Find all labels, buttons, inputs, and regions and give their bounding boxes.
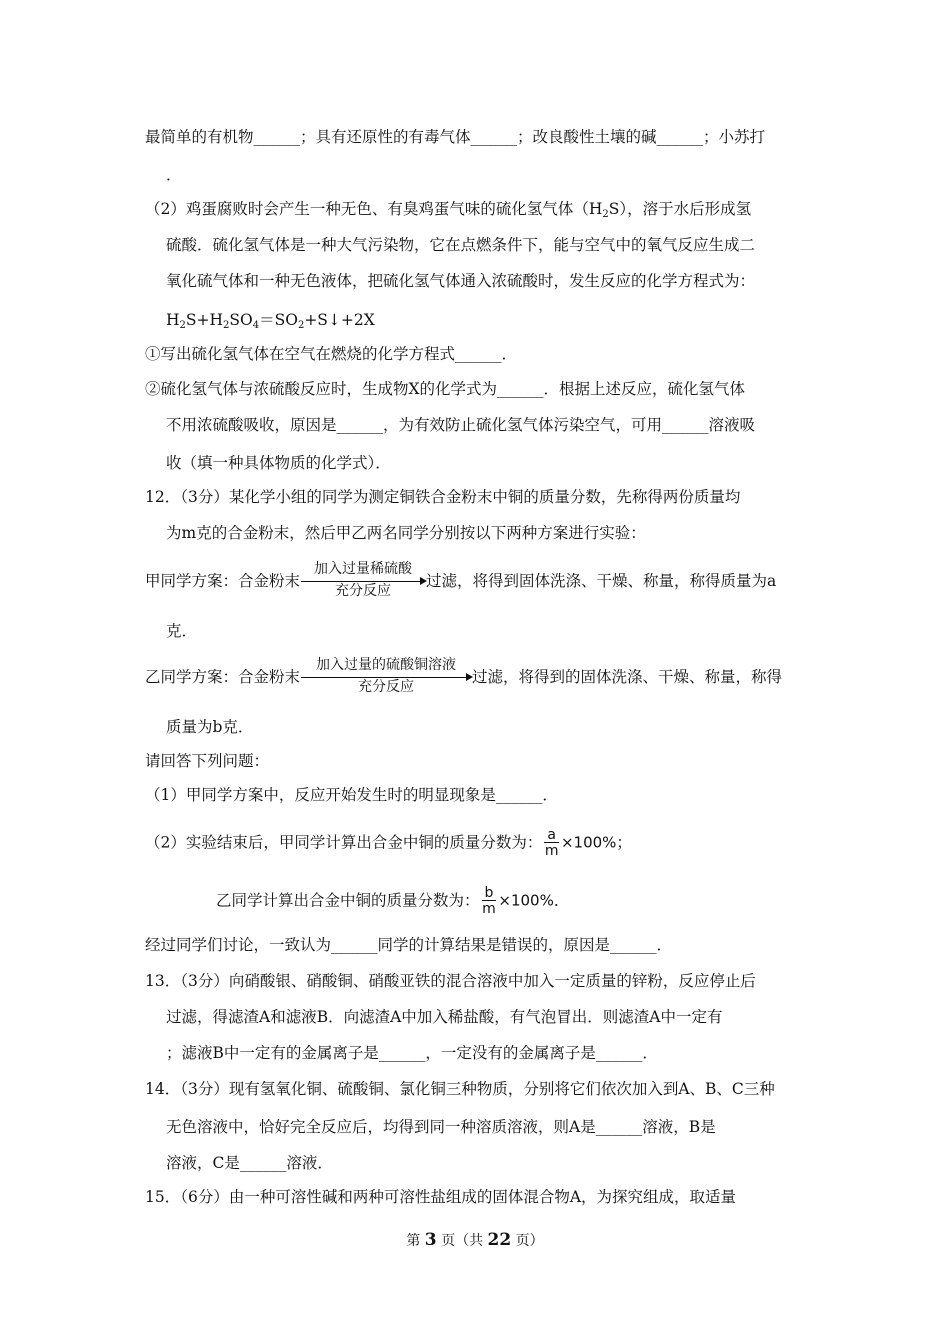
text: ． (553, 891, 570, 910)
item-2-line-2: 不用浓硫酸吸收，原因是______，为有效防止硫化氢气体污染空气，可用______溶液吸 (166, 416, 756, 434)
para-2-line-3: 氧化硫气体和一种无色液体，把硫化氢气体通入浓硫酸时，发生反应的化学方程式为： (166, 272, 756, 290)
question-12-line-2: 为m克的合金粉末，然后甲乙两名同学分别按以下两种方案进行实验： (166, 524, 646, 542)
question-15-line-1: 15．（6分）由一种可溶性碱和两种可溶性盐组成的固体混合物A，为探究组成，取适量 (145, 1188, 737, 1206)
prompt-answer: 请回答下列问题： (145, 752, 270, 770)
para-2-line-1 (145, 198, 751, 220)
line-period: ． (166, 166, 182, 184)
text: （2）鸡蛋腐败时会产生一种无色、有臭鸡蛋气味的硫化氢气体（H (145, 200, 603, 218)
fraction (482, 886, 497, 917)
percent: ×100% (498, 891, 554, 910)
plan-yi (145, 657, 783, 695)
eq-sub: 2 (297, 320, 305, 331)
text: ； (616, 833, 632, 852)
page-footer (0, 1230, 950, 1250)
eq-text: S+H (185, 311, 224, 329)
question-14-line-1: 14．（3分）现有氢氧化铜、硫酸铜、氯化铜三种物质，分别将它们依次加入到A、B、C三种 (145, 1080, 775, 1098)
item-1: ①写出硫化氢气体在空气在燃烧的化学方程式______． (145, 345, 518, 363)
eq-text: ＝SO (259, 311, 298, 329)
subscript: 2 (602, 209, 609, 220)
fraction (544, 828, 559, 859)
page-total: 22 (487, 1230, 512, 1250)
footer-text: 页） (515, 1233, 544, 1249)
plan-yi-label: 乙同学方案：合金粉末 (145, 668, 301, 686)
plan-jia-end: 克． (166, 622, 198, 640)
chemical-equation (166, 309, 375, 331)
eq-sub: 2 (179, 320, 186, 331)
plan-jia (145, 561, 777, 599)
sub-question-1: （1）甲同学方案中，反应开始发生时的明显现象是______． (145, 786, 558, 804)
para-2-line-2: 硫酸．硫化氢气体是一种大气污染物，它在点燃条件下，能与空气中的氧气反应生成二 (166, 236, 756, 254)
question-13-line-1: 13．（3分）向硝酸银、硝酸铜、硝酸亚铁的混合溶液中加入一定质量的锌粉，反应停止后 (145, 972, 756, 990)
denominator: m (482, 901, 496, 917)
page-number: 3 (424, 1230, 437, 1250)
reaction-arrow (301, 657, 471, 695)
eq-sub: 2 (223, 320, 230, 331)
reaction-arrow (301, 561, 425, 599)
item-2-line-1: ②硫化氢气体与浓硫酸反应时，生成物X的化学式为______．根据上述反应，硫化氢气体 (145, 380, 746, 398)
question-14-line-2: 无色溶液中，恰好完全反应后，均得到同一种溶质溶液，则A是______溶液，B是 (166, 1118, 716, 1136)
line-simplest-organic: 最简单的有机物______；具有还原性的有毒气体______；改良酸性土壤的碱______；小苏打 (145, 128, 766, 146)
percent: ×100% (560, 833, 617, 852)
text: S），溶于水后形成氢 (608, 200, 752, 218)
plan-yi-end: 质量为b克． (166, 718, 254, 736)
footer-text: 第 (406, 1233, 421, 1249)
item-2-line-3: 收（填一种具体物质的化学式）． (166, 454, 391, 472)
discussion: 经过同学们讨论，一致认为______同学的计算结果是错误的，原因是______． (145, 936, 673, 954)
plan-yi-text: 过滤，将得到的固体洗涤、干燥、称量，称得 (472, 668, 783, 686)
text: （2）实验结束后，甲同学计算出合金中铜的质量分数为： (145, 833, 543, 852)
plan-jia-text: 过滤，将得到固体洗涤、干燥、称量，称得质量为a (426, 572, 777, 590)
plan-jia-label: 甲同学方案：合金粉末 (145, 572, 301, 590)
arrow-bottom-text: 充分反应 (335, 583, 392, 599)
question-13-line-2: 过滤，得滤渣A和滤液B．向滤渣A中加入稀盐酸，有气泡冒出．则滤渣A中一定有 (166, 1008, 723, 1026)
eq-sub: 4 (252, 320, 260, 331)
arrow-top-text: 加入过量稀硫酸 (314, 561, 413, 577)
footer-text: 页（共 (441, 1233, 484, 1249)
denominator: m (544, 843, 559, 859)
numerator: a (544, 828, 559, 843)
eq-text: +S↓+2X (304, 311, 375, 329)
eq-text: H (166, 311, 180, 329)
text: 乙同学计算出合金中铜的质量分数为： (216, 891, 480, 910)
question-12-line-1: 12．（3分）某化学小组的同学为测定铜铁合金粉末中铜的质量分数，先称得两份质量均 (145, 488, 741, 506)
question-13-line-3: ；滤液B中一定有的金属离子是______，一定没有的金属离子是______． (166, 1044, 658, 1062)
numerator: b (482, 886, 497, 901)
arrow-bottom-text: 充分反应 (358, 679, 415, 695)
sub-question-2 (145, 828, 632, 859)
yi-formula (216, 886, 569, 917)
eq-text: SO (229, 311, 253, 329)
arrow-top-text: 加入过量的硫酸铜溶液 (316, 657, 457, 673)
question-14-line-3: 溶液，C是______溶液． (166, 1154, 333, 1172)
